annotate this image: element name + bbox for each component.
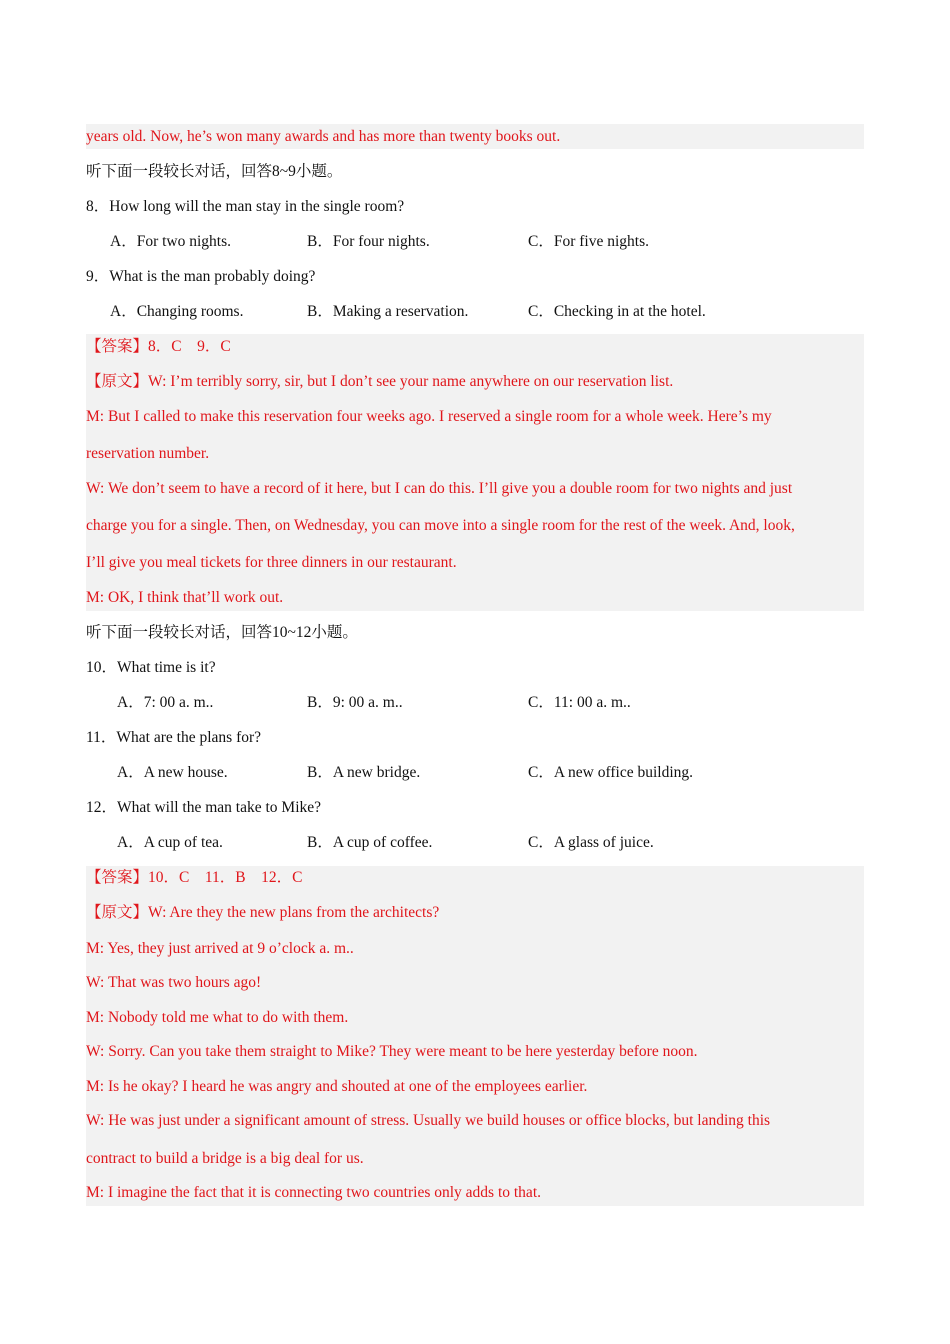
- option-c: C．For five nights.: [528, 233, 649, 250]
- answer-label: 【答案】: [86, 869, 149, 886]
- option-c: C．Checking in at the hotel.: [528, 303, 706, 320]
- transcript-line: W: We don’t seem to have a record of it here, but I can do this. I’ll give you a double room for two nights and just: [86, 480, 793, 497]
- answer-line: [86, 337, 231, 357]
- transcript-line: [86, 372, 673, 392]
- answer-text: 10．C 11．B 12．C: [148, 869, 303, 886]
- answer-label: 【答案】: [86, 338, 149, 355]
- answer-line: [86, 868, 302, 888]
- transcript-line: reservation number.: [86, 445, 210, 462]
- option-c: C．11: 00 a. m..: [528, 694, 631, 711]
- section-instruction: 听下面一段较长对话，回答8~9小题。: [86, 163, 343, 180]
- transcript-line: M: Is he okay? I heard he was angry and shouted at one of the employees earlier.: [86, 1078, 588, 1095]
- transcript-line: I’ll give you meal tickets for three dinners in our restaurant.: [86, 554, 457, 571]
- question-stem: 9．What is the man probably doing?: [86, 268, 316, 285]
- option-a: A．For two nights.: [110, 233, 231, 250]
- question-stem: 10．What time is it?: [86, 659, 216, 676]
- question-stem: 12．What will the man take to Mike?: [86, 799, 322, 816]
- transcript-line: M: I imagine the fact that it is connecting two countries only adds to that.: [86, 1184, 541, 1201]
- transcript-line: contract to build a bridge is a big deal for us.: [86, 1150, 364, 1167]
- option-a: A．7: 00 a. m..: [117, 694, 214, 711]
- transcript-text: W: I’m terribly sorry, sir, but I don’t see your name anywhere on our reservation list.: [148, 373, 674, 390]
- transcript-line: [86, 903, 439, 923]
- transcript-line: W: That was two hours ago!: [86, 974, 262, 991]
- option-b: B．9: 00 a. m..: [307, 694, 403, 711]
- option-a: A．A cup of tea.: [117, 834, 223, 851]
- transcript-label: 【原文】: [86, 373, 149, 390]
- answer-text: 8．C 9．C: [148, 338, 231, 355]
- transcript-line: W: He was just under a significant amount of stress. Usually we build houses or office blocks, but landing this: [86, 1112, 771, 1129]
- transcript-label: 【原文】: [86, 904, 149, 921]
- transcript-line: M: OK, I think that’ll work out.: [86, 589, 284, 606]
- section-instruction: 听下面一段较长对话，回答10~12小题。: [86, 624, 358, 641]
- transcript-line: M: Nobody told me what to do with them.: [86, 1009, 349, 1026]
- option-b: B．A cup of coffee.: [307, 834, 433, 851]
- transcript-line: M: But I called to make this reservation four weeks ago. I reserved a single room for a whole week. Here’s my: [86, 408, 772, 425]
- option-a: A．A new house.: [117, 764, 228, 781]
- transcript-continuation: years old. Now, he’s won many awards and has more than twenty books out.: [86, 128, 561, 145]
- option-a: A．Changing rooms.: [110, 303, 244, 320]
- question-stem: 8．How long will the man stay in the single room?: [86, 198, 405, 215]
- option-b: B．A new bridge.: [307, 764, 421, 781]
- transcript-line: M: Yes, they just arrived at 9 o’clock a. m..: [86, 940, 354, 957]
- transcript-text: W: Are they the new plans from the architects?: [148, 904, 440, 921]
- question-stem: 11．What are the plans for?: [86, 729, 262, 746]
- transcript-line: W: Sorry. Can you take them straight to Mike? They were meant to be here yesterday before noon.: [86, 1043, 698, 1060]
- option-c: C．A glass of juice.: [528, 834, 654, 851]
- transcript-line: charge you for a single. Then, on Wednesday, you can move into a single room for the rest of the week. And, look,: [86, 517, 795, 534]
- option-c: C．A new office building.: [528, 764, 694, 781]
- option-b: B．For four nights.: [307, 233, 430, 250]
- option-b: B．Making a reservation.: [307, 303, 469, 320]
